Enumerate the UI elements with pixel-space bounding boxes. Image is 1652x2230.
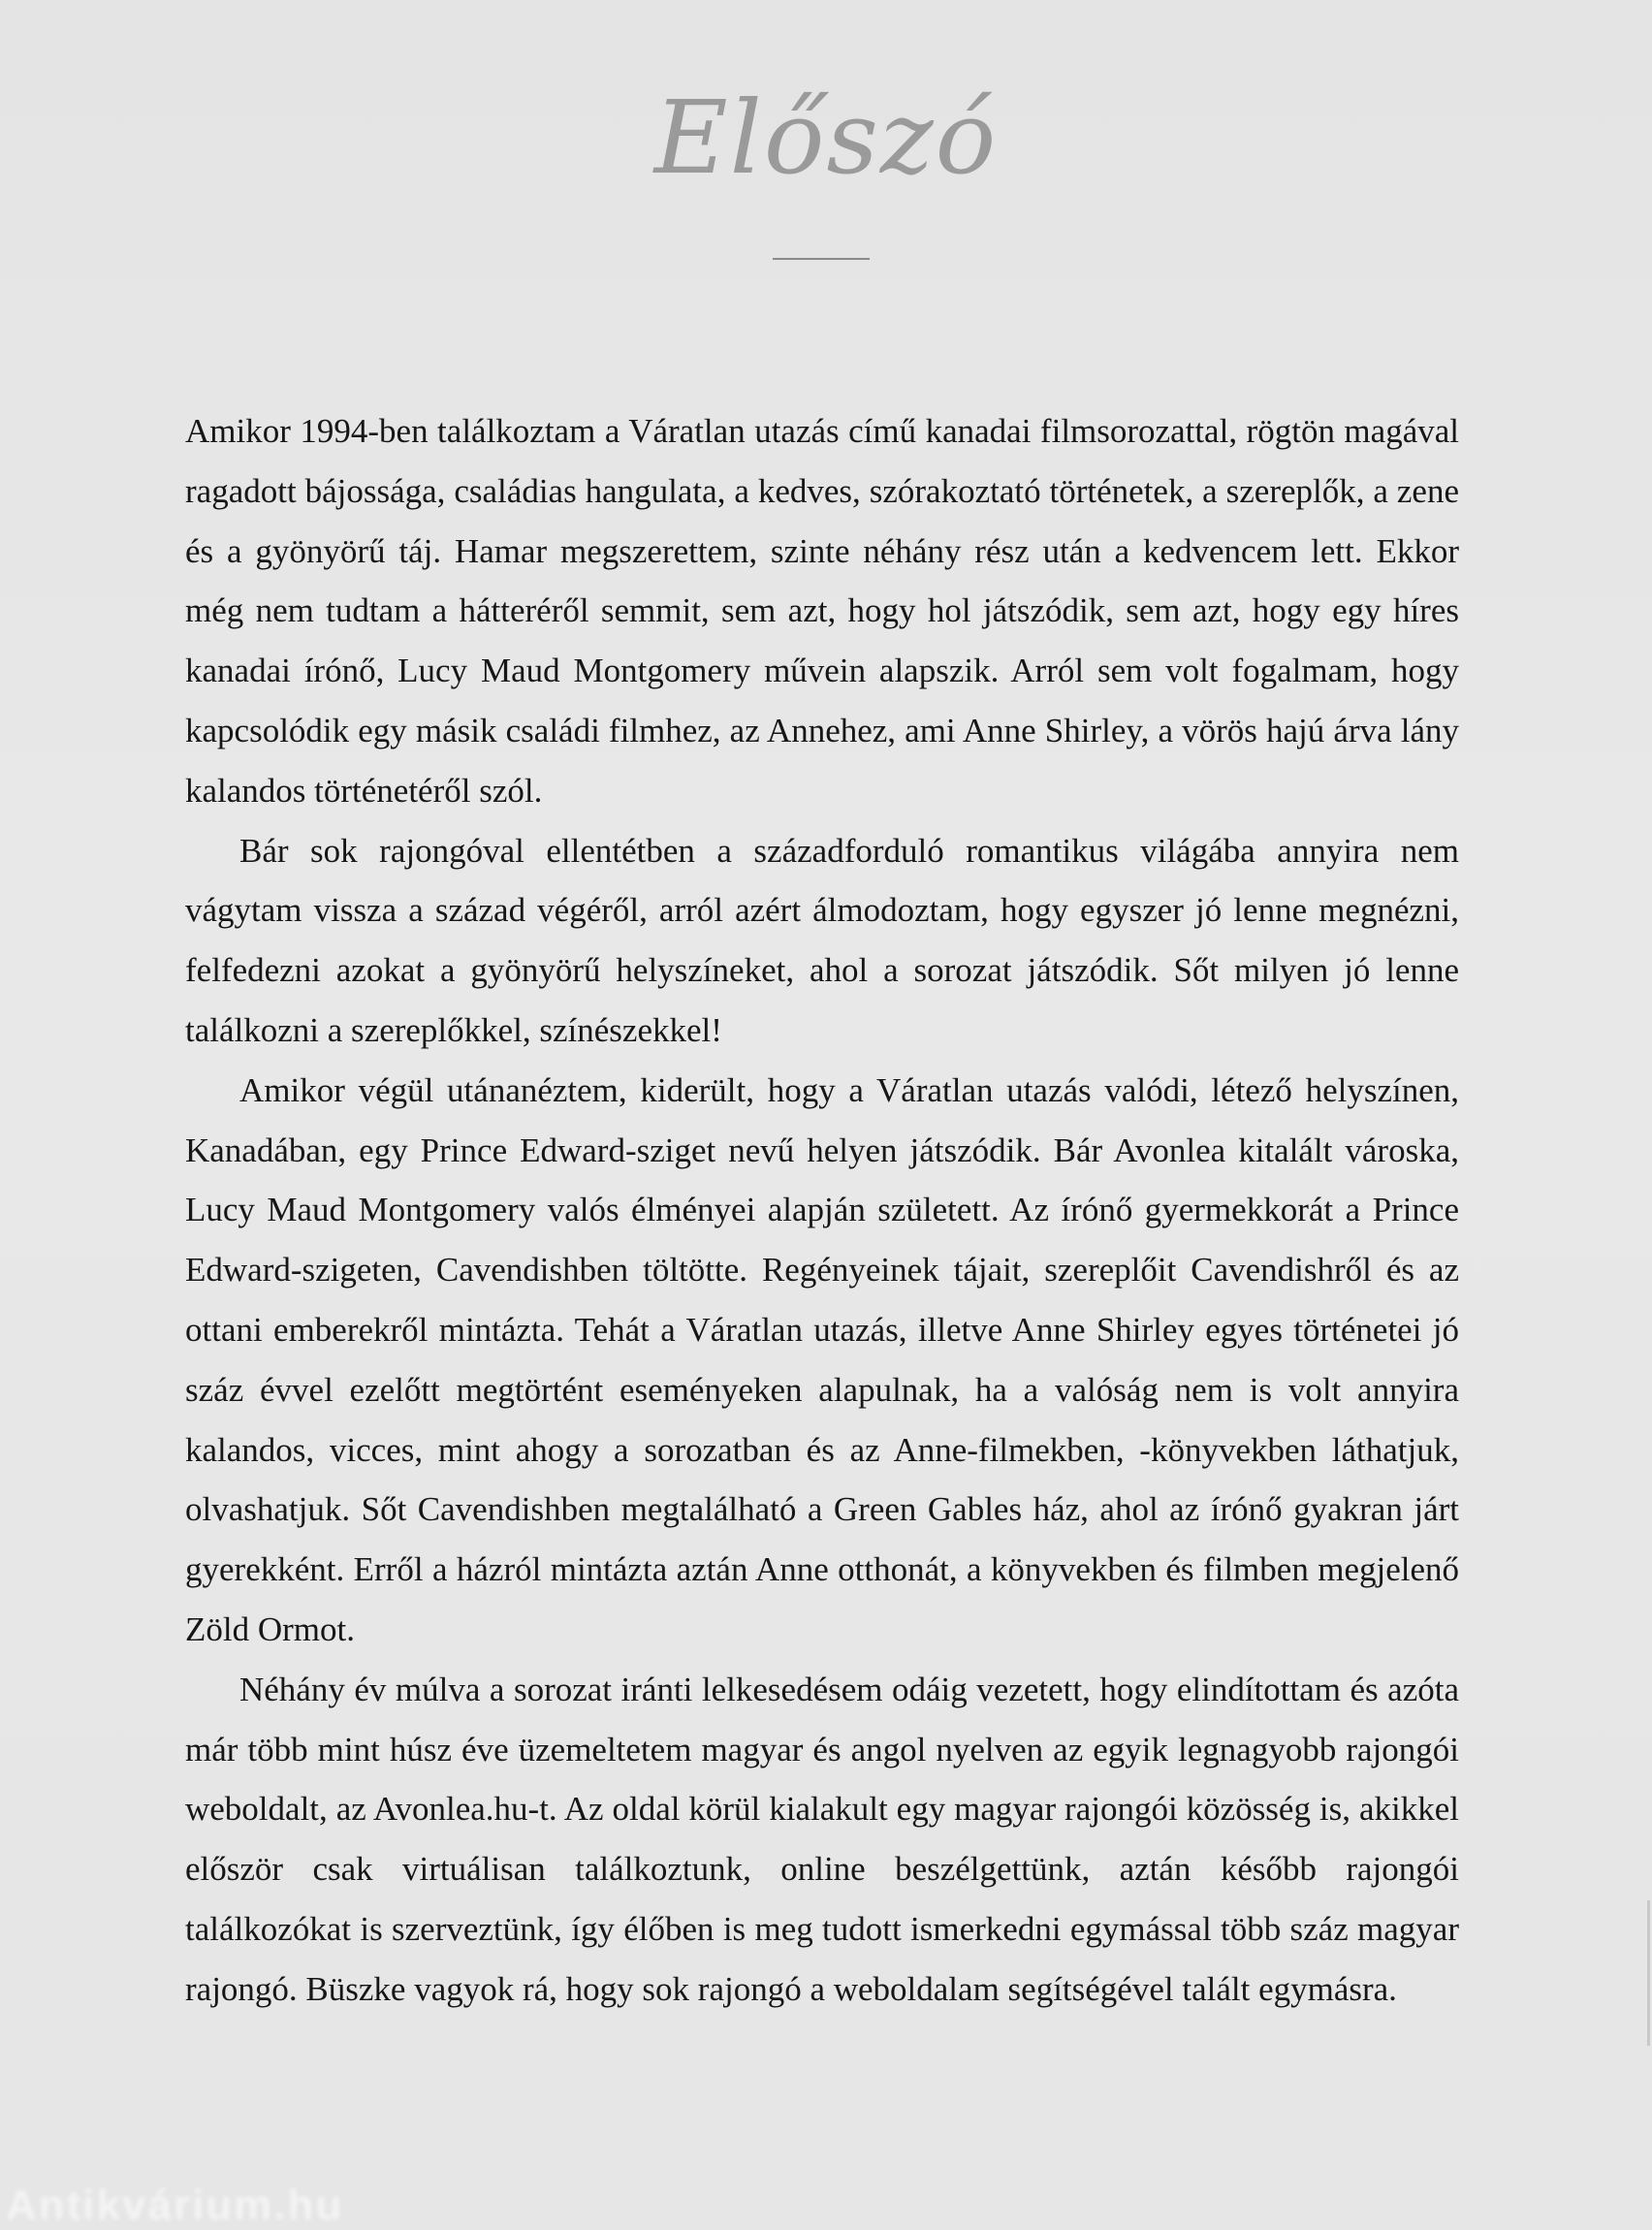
chapter-body xyxy=(185,401,1459,2020)
paragraph: Amikor 1994-ben találkoztam a Váratlan utazás című kanadai filmsorozattal, rögtön magával ragadott bájossága, családias hangulata, a kedves, szórakoztató történetek, a szereplők, a zene és a gyönyörű táj. Hamar megszerettem, szinte néhány rész után a kedvencem lett. Ekkor még nem tudtam a hátteréről semmit, sem azt, hogy hol játszódik, sem azt, hogy egy híres kanadai írónő, Lucy Maud Montgomery művein alapszik. Arról sem volt fogalmam, hogy kapcsolódik egy másik családi filmhez, az Annehez, ami Anne Shirley, a vörös hajú árva lány kalandos történetéről szól. xyxy=(185,412,1459,810)
paragraph: Néhány év múlva a sorozat iránti lelkesedésem odáig vezetett, hogy elindítottam és azóta már több mint húsz éve üzemeltetem magyar és angol nyelven az egyik legnagyobb rajongói weboldalt, az Avonlea.hu-t. Az oldal körül kialakult egy magyar rajongói közösség is, akikkel először csak virtuálisan találkoztunk, online beszélgettünk, aztán később rajongói találkozókat is szerveztünk, így élőben is meg tudott ismerkedni egymással több száz magyar rajongó. Büszke vagyok rá, hogy sok rajongó a weboldalam segítségével talált egymásra. xyxy=(185,1670,1459,2008)
paragraph: Bár sok rajongóval ellentétben a századforduló romantikus világába annyira nem vágytam vissza a század végéről, arról azért álmodoztam, hogy egyszer jó lenne megnézni, felfedezni azokat a gyönyörű helyszíneket, ahol a sorozat játszódik. Sőt milyen jó lenne találkozni a szereplőkkel, színészekkel! xyxy=(185,831,1459,1049)
page-edge-shadow xyxy=(1647,1900,1650,2046)
paragraph: Amikor végül utánanéztem, kiderült, hogy a Váratlan utazás valódi, létező helyszínen, Kanadában, egy Prince Edward-sziget nevű helyen játszódik. Bár Avonlea kitalált városka, Lucy Maud Montgomery valós élményei alapján született. Az írónő gyermekkorát a Prince Edward-szigeten, Cavendishben töltötte. Regényeinek tájait, szereplőit Cavendishről és az ottani emberekről mintázta. Tehát a Váratlan utazás, illetve Anne Shirley egyes történetei jó száz évvel ezelőtt megtörtént eseményeken alapulnak, ha a valóság nem is volt annyira kalandos, vicces, mint ahogy a sorozatban és az Anne-filmekben, -könyvekben láthatjuk, olvashatjuk. Sőt Cavendishben megtalálható a Green Gables ház, ahol az írónő gyakran járt gyerekként. Erről a házról mintázta aztán Anne otthonát, a könyvekben és filmben megjelenő Zöld Ormot. xyxy=(185,1070,1459,1648)
chapter-title: Előszó xyxy=(653,79,999,197)
title-divider xyxy=(773,258,870,260)
watermark: Antikvárium.hu xyxy=(6,2182,344,2229)
